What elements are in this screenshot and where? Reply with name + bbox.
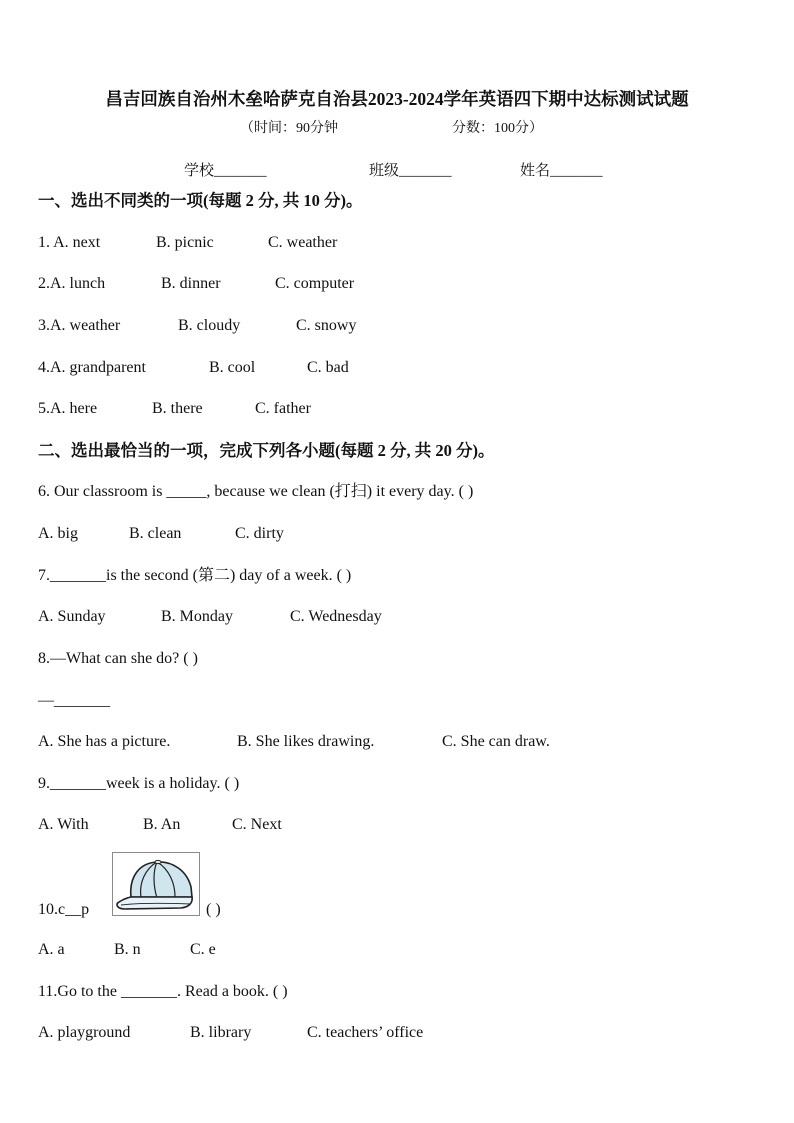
exam-time: （时间：90分钟	[240, 121, 338, 136]
q4-option-b: B. cool	[209, 359, 256, 376]
question-7-stem: 7._______is the second (第二) day of a week. ( )	[38, 567, 352, 584]
q1-option-c: C. weather	[268, 234, 338, 251]
q2-option-b: B. dinner	[161, 275, 221, 292]
q3-option-c: C. snowy	[296, 317, 357, 334]
q10-option-c: C. e	[190, 941, 216, 958]
question-6-stem: 6. Our classroom is _____, because we clean (打扫) it every day. ( )	[38, 483, 474, 500]
q5-option-c: C. father	[255, 400, 311, 417]
q1-option-a: 1. A. next	[38, 234, 101, 251]
cap-image	[112, 852, 200, 916]
question-8-stem: 8.—What can she do? ( )	[38, 650, 198, 667]
class-field: 班级_______	[369, 163, 452, 179]
cap-icon	[113, 853, 199, 915]
q9-option-a: A. With	[38, 816, 89, 833]
q2-option-c: C. computer	[275, 275, 355, 292]
q5-option-b: B. there	[152, 400, 203, 417]
q11-option-a: A. playground	[38, 1024, 131, 1041]
q8-option-a: A. She has a picture.	[38, 733, 171, 750]
q2-option-a: 2.A. lunch	[38, 275, 106, 292]
question-11-stem: 11.Go to the _______. Read a book. ( )	[38, 983, 288, 1000]
q6-option-a: A. big	[38, 525, 78, 542]
q7-option-b: B. Monday	[161, 608, 233, 625]
question-9-stem: 9._______week is a holiday. ( )	[38, 775, 240, 792]
q4-option-c: C. bad	[307, 359, 349, 376]
q3-option-b: B. cloudy	[178, 317, 241, 334]
q1-option-b: B. picnic	[156, 234, 214, 251]
q7-option-c: C. Wednesday	[290, 608, 382, 625]
q8-option-c: C. She can draw.	[442, 733, 550, 750]
q4-option-a: 4.A. grandparent	[38, 359, 146, 376]
section-1-heading: 一、选出不同类的一项(每题 2 分, 共 10 分)。	[38, 191, 363, 210]
q9-option-b: B. An	[143, 816, 181, 833]
school-field: 学校_______	[184, 163, 267, 179]
q10-option-b: B. n	[114, 941, 141, 958]
page-title: 昌吉回族自治州木垒哈萨克自治县2023-2024学年英语四下期中达标测试试题	[105, 89, 689, 109]
question-8-blank: —_______	[38, 692, 110, 709]
q10-option-a: A. a	[38, 941, 65, 958]
question-10-paren: ( )	[206, 901, 221, 918]
q7-option-a: A. Sunday	[38, 608, 106, 625]
name-field: 姓名_______	[520, 163, 603, 179]
q9-option-c: C. Next	[232, 816, 282, 833]
question-10-stem: 10.c__p	[38, 901, 90, 918]
q6-option-b: B. clean	[129, 525, 182, 542]
q8-option-b: B. She likes drawing.	[237, 733, 375, 750]
q5-option-a: 5.A. here	[38, 400, 98, 417]
q3-option-a: 3.A. weather	[38, 317, 121, 334]
q11-option-b: B. library	[190, 1024, 252, 1041]
section-2-heading: 二、选出最恰当的一项，完成下列各小题(每题 2 分, 共 20 分)。	[38, 441, 495, 460]
q11-option-c: C. teachers’ office	[307, 1024, 424, 1041]
q6-option-c: C. dirty	[235, 525, 284, 542]
exam-score: 分数：100分）	[452, 121, 543, 136]
